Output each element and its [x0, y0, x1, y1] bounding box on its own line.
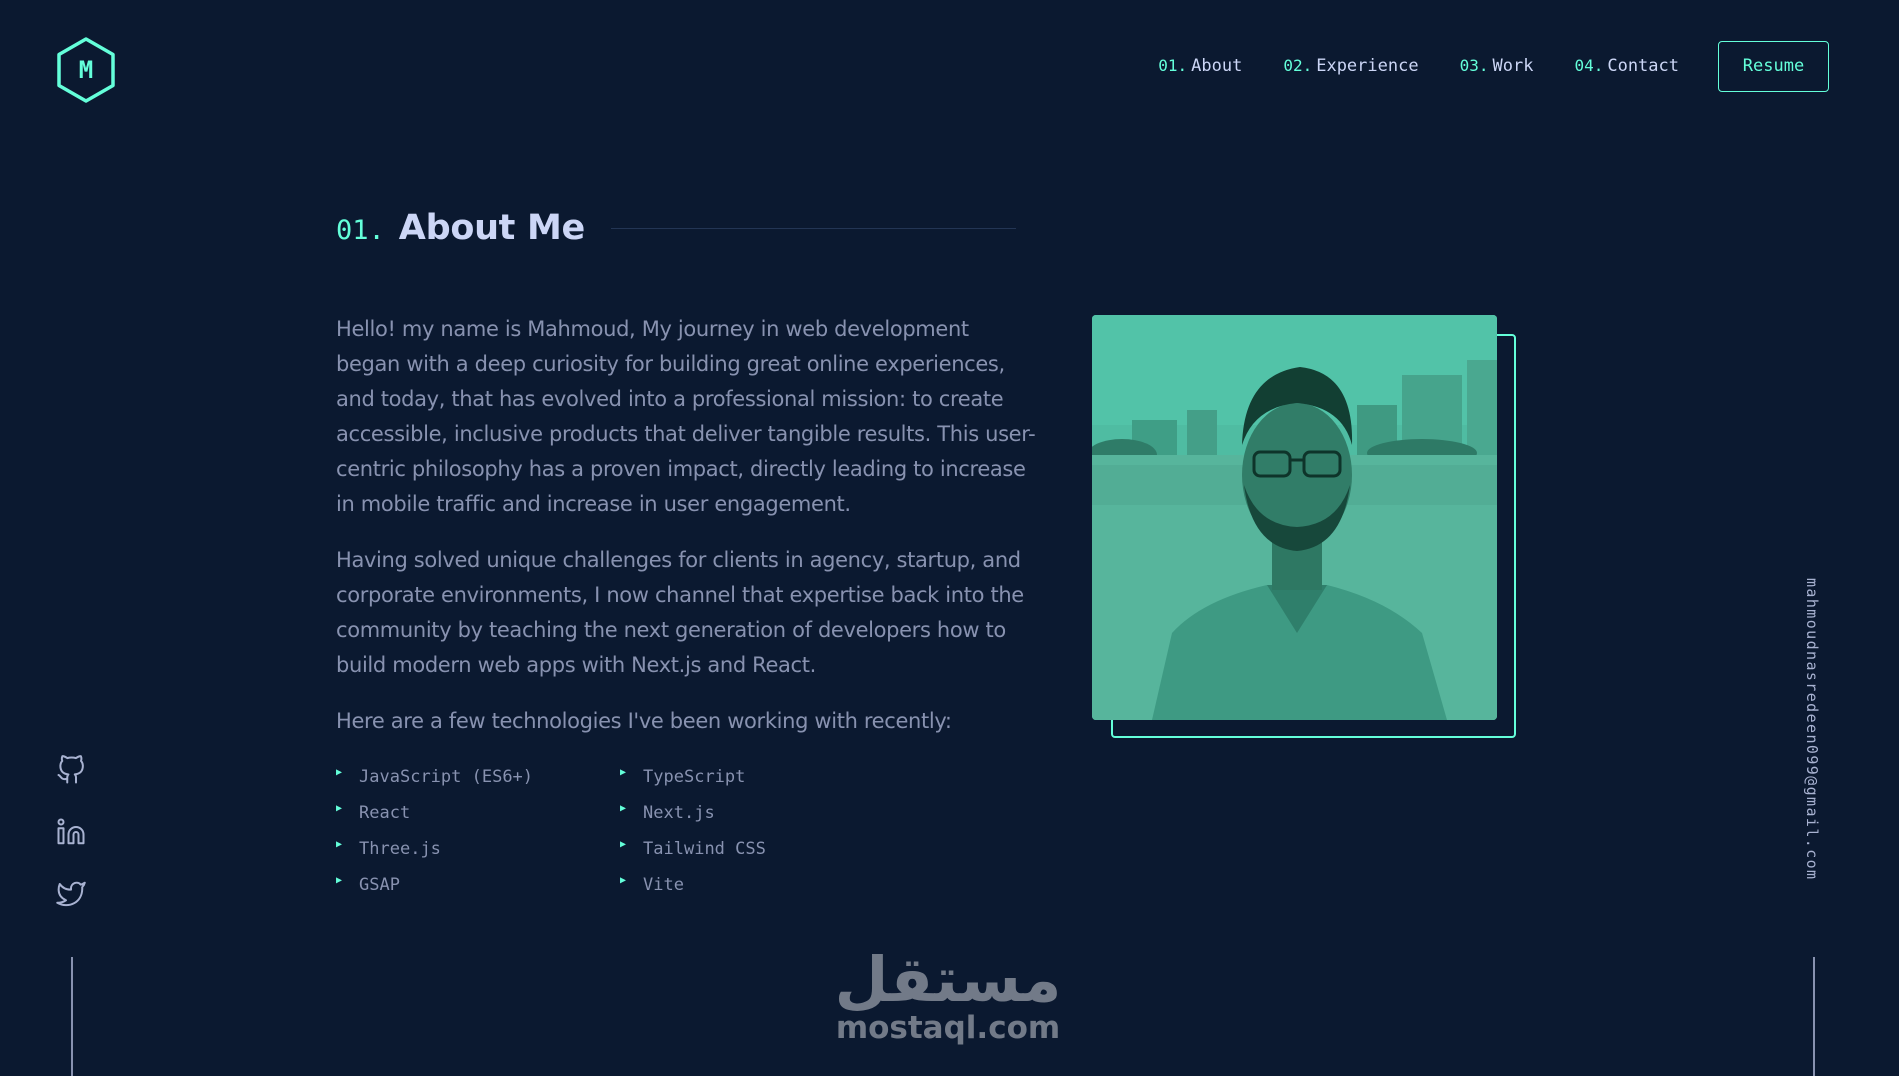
list-item: [336, 798, 620, 828]
watermark-latin: mostaql.com: [835, 1010, 1061, 1046]
tech-label: TypeScript: [643, 767, 746, 787]
nav-item-experience[interactable]: [1283, 56, 1418, 76]
triangle-bullet-icon: ▶: [336, 766, 343, 778]
about-text: [336, 312, 1036, 760]
triangle-bullet-icon: ▶: [620, 802, 627, 814]
section-number: 01.: [336, 214, 385, 246]
right-vertical-line: [1813, 957, 1815, 1076]
list-item: [620, 834, 856, 864]
tech-label: Three.js: [359, 839, 441, 859]
tech-label: Next.js: [643, 803, 715, 823]
nav-label: Work: [1492, 56, 1534, 76]
triangle-bullet-icon: ▶: [336, 838, 343, 850]
watermark: [832, 945, 1064, 1055]
social-links: [55, 755, 87, 941]
resume-button[interactable]: Resume: [1718, 41, 1829, 92]
list-item: [336, 870, 620, 900]
tech-label: React: [359, 803, 411, 823]
section-title: About Me: [398, 208, 585, 248]
nav-label: Experience: [1316, 56, 1419, 76]
tech-label: GSAP: [359, 875, 400, 895]
watermark-arabic: مستقل: [834, 943, 1062, 1016]
main-nav: [1158, 40, 1829, 92]
list-item: [336, 762, 620, 792]
list-item: [620, 762, 856, 792]
triangle-bullet-icon: ▶: [336, 802, 343, 814]
section-heading: [336, 208, 1016, 248]
list-item: [620, 870, 856, 900]
triangle-bullet-icon: ▶: [620, 874, 627, 886]
about-paragraph: Hello! my name is Mahmoud, My journey in web development began with a deep curiosity for building great online experiences, and today, that has evolved into a professional mission: to create accessible, inclusive products that deliver tangible results. This user-centric philosophy has a proven impact, directly leading to increase in mobile traffic and increase in user engagement.: [336, 317, 1036, 516]
left-vertical-line: [71, 957, 73, 1076]
nav-number: 04.: [1574, 56, 1604, 75]
about-paragraph: Here are a few technologies I've been working with recently:: [336, 709, 952, 733]
email-link[interactable]: mahmoudnasredeen099@gmail.com: [1803, 578, 1821, 881]
nav-label: Contact: [1607, 56, 1679, 76]
tech-label: Vite: [643, 875, 684, 895]
profile-photo: [1092, 315, 1497, 720]
logo-letter: M: [78, 56, 94, 84]
profile-portrait-image: [1092, 315, 1497, 720]
twitter-icon[interactable]: [56, 879, 86, 909]
triangle-bullet-icon: ▶: [336, 874, 343, 886]
triangle-bullet-icon: ▶: [620, 838, 627, 850]
technologies-list: [336, 762, 856, 900]
nav-item-work[interactable]: [1460, 56, 1534, 76]
list-item: [336, 834, 620, 864]
nav-number: 01.: [1158, 56, 1188, 75]
logo[interactable]: [55, 36, 117, 104]
about-paragraph: Having solved unique challenges for clients in agency, startup, and corporate environments, I now channel that expertise back into the community by teaching the next generation of developers how to build modern web apps with Next.js and React.: [336, 548, 1024, 677]
nav-label: About: [1191, 56, 1243, 76]
list-item: [620, 798, 856, 828]
tech-label: Tailwind CSS: [643, 839, 766, 859]
nav-item-about[interactable]: [1158, 56, 1242, 76]
nav-item-contact[interactable]: [1574, 56, 1679, 76]
nav-number: 02.: [1283, 56, 1313, 75]
tech-label: JavaScript (ES6+): [359, 767, 534, 787]
linkedin-icon[interactable]: [56, 817, 86, 847]
triangle-bullet-icon: ▶: [620, 766, 627, 778]
nav-number: 03.: [1459, 56, 1489, 75]
heading-divider: [611, 228, 1016, 229]
profile-photo-wrapper[interactable]: [1092, 315, 1517, 739]
github-icon[interactable]: [56, 755, 86, 785]
